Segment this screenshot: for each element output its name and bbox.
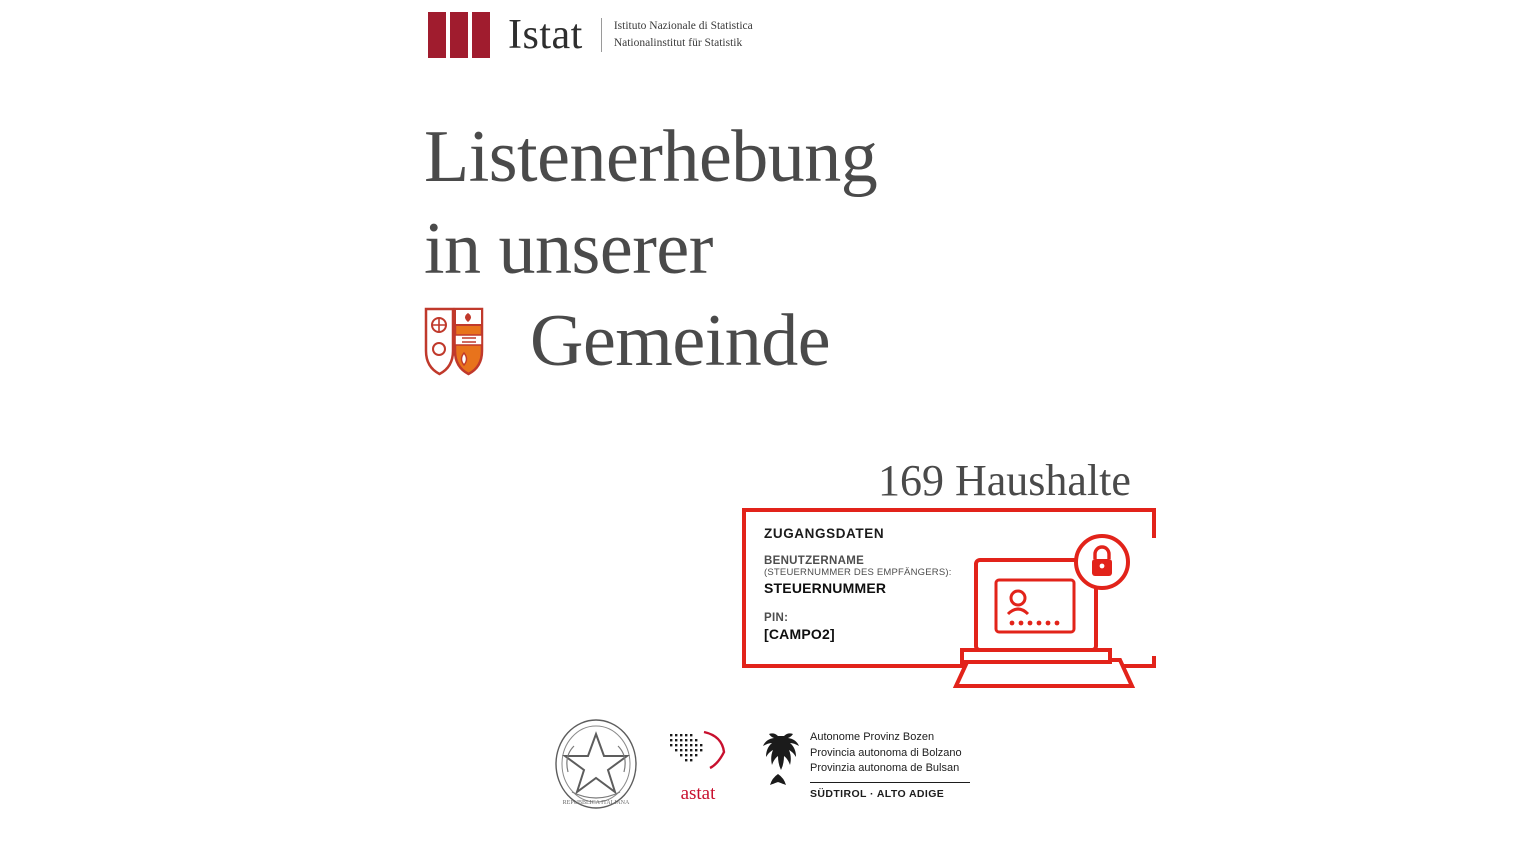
- republic-emblem-icon: [552, 716, 640, 812]
- astat-logo: [662, 716, 734, 805]
- istat-logo-subtitle: [601, 18, 753, 51]
- title-word-gemeinde: Gemeinde: [530, 299, 831, 382]
- province-line-lld: Provinzia autonoma de Bulsan: [810, 762, 960, 775]
- province-logo: [756, 716, 970, 802]
- pin-label: PIN:: [764, 612, 789, 624]
- astat-wordmark: astat: [680, 783, 716, 804]
- istat-subtitle-de: Nationalinstitut für Statistik: [613, 37, 743, 49]
- region-label: SÜDTIROL · ALTO ADIGE: [810, 787, 945, 800]
- province-text-block: [810, 730, 970, 802]
- istat-logo-mark: [428, 12, 494, 58]
- households-count: 169 Haushalte: [878, 456, 1131, 505]
- title-line-2: in unserer: [424, 207, 713, 290]
- credentials-card-title: ZUGANGSDATEN: [764, 526, 885, 541]
- title-line-1: Listenerhebung: [424, 116, 878, 198]
- title-line-3-row: [424, 296, 1184, 388]
- laptop-illustration: [952, 528, 1162, 713]
- municipal-coat-of-arms-icon: [424, 305, 484, 377]
- province-line-it: Provincia autonoma di Bolzano: [810, 746, 962, 759]
- istat-subtitle-it: Istituto Nazionale di Statistica: [613, 20, 753, 33]
- astat-map-icon: [666, 728, 730, 776]
- province-divider: [810, 782, 970, 783]
- istat-logo-wordmark: Istat: [508, 12, 583, 58]
- username-value: STEUERNUMMER: [764, 580, 887, 596]
- eagle-icon: [756, 730, 800, 788]
- footer-logos: [552, 716, 970, 812]
- istat-logo: [428, 12, 753, 58]
- username-label: BENUTZERNAME: [764, 555, 865, 567]
- svg-text:REPUBBLICA ITALIANA: REPUBBLICA ITALIANA: [562, 800, 630, 806]
- pin-value: [CAMPO2]: [764, 626, 835, 642]
- page-title: [424, 112, 1184, 387]
- province-line-de: Autonome Provinz Bozen: [810, 731, 935, 743]
- username-sublabel: (STEUERNUMMER DES EMPFÄNGERS):: [764, 567, 952, 578]
